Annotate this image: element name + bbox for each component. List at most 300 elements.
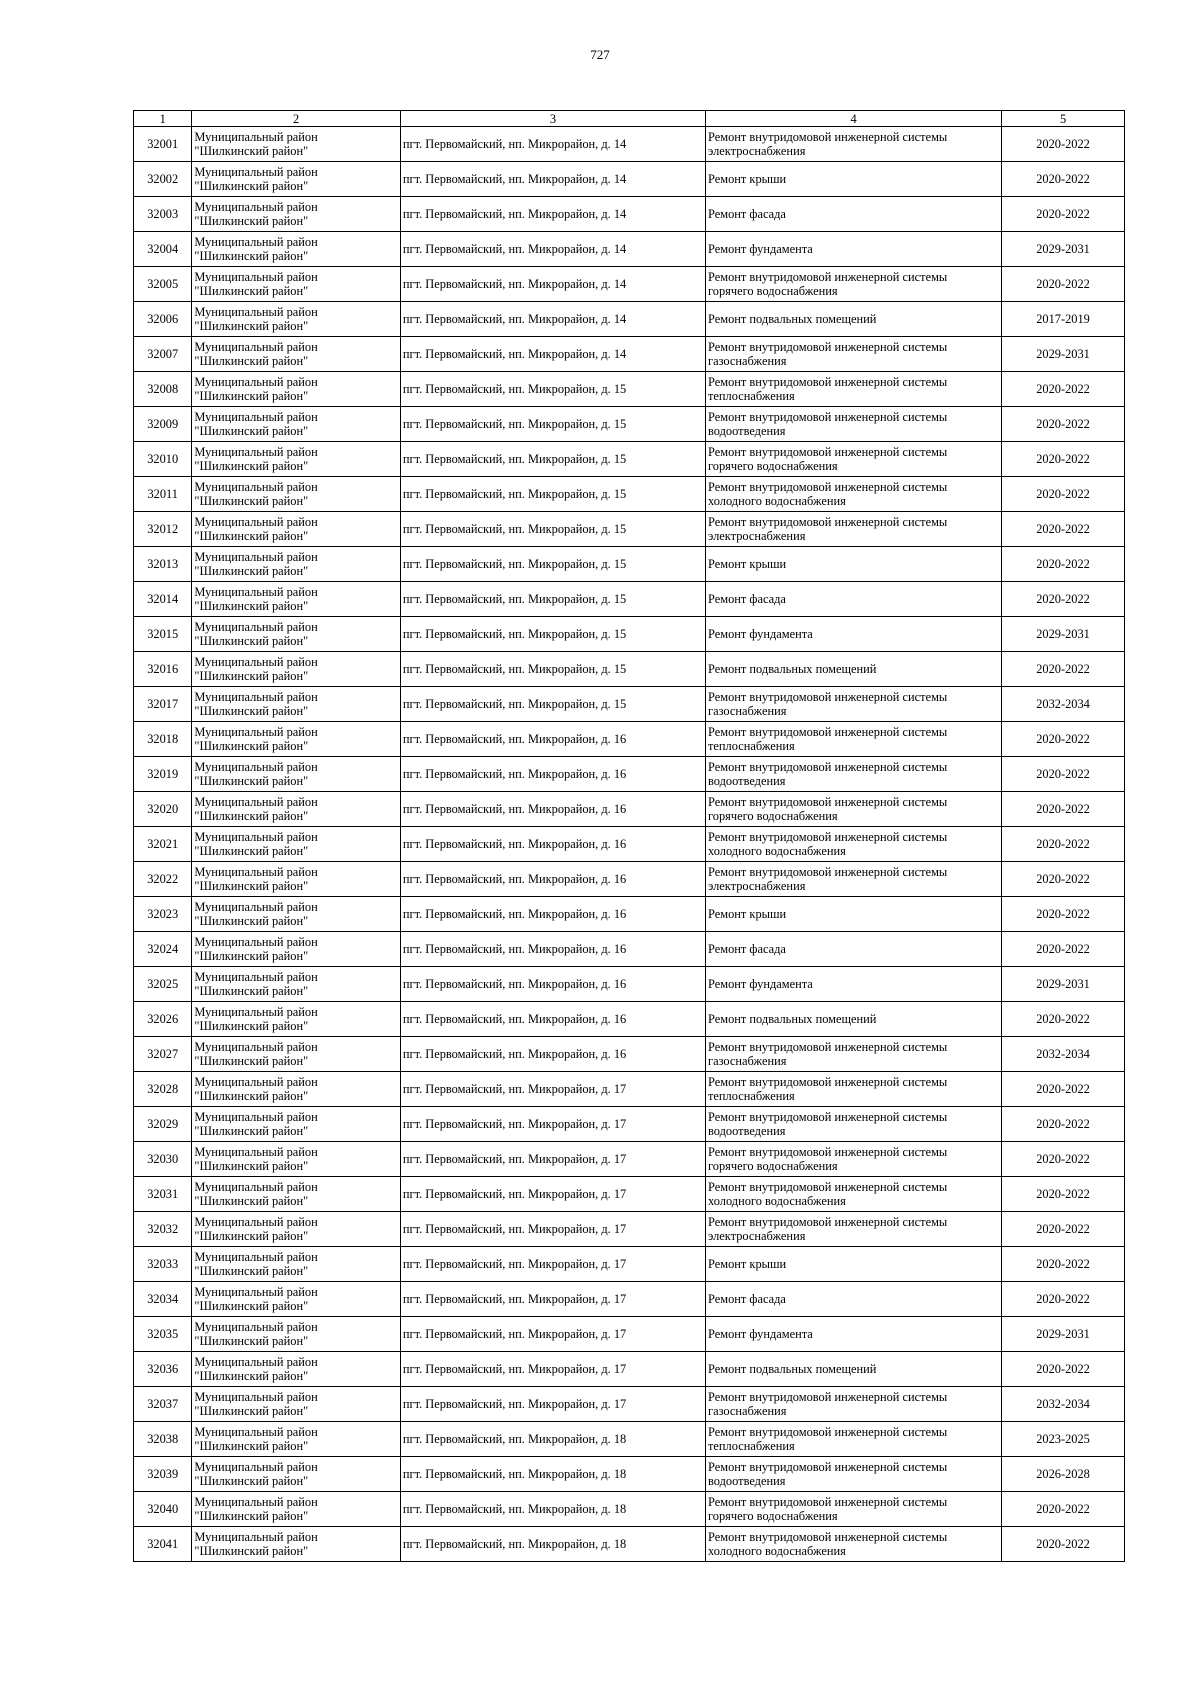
table-row: [134, 407, 1125, 442]
column-header-1: 1: [134, 111, 192, 127]
table-row: [134, 337, 1125, 372]
work-type-cell: [706, 1177, 1002, 1212]
period-cell: 2020-2022: [1002, 827, 1125, 862]
period-cell: 2020-2022: [1002, 722, 1125, 757]
table-row: [134, 197, 1125, 232]
work-type-line-1: Ремонт фундамента: [708, 976, 813, 991]
municipality-line-2: "Шилкинский район": [194, 949, 309, 963]
address-cell: пгт. Первомайский, нп. Микрорайон, д. 15: [400, 407, 705, 442]
municipality-line-1: Муниципальный район: [194, 829, 318, 844]
table-row: [134, 1527, 1125, 1562]
period-cell: 2020-2022: [1002, 477, 1125, 512]
table-row: [134, 932, 1125, 967]
municipality-line-1: Муниципальный район: [194, 199, 318, 214]
row-number: 32033: [134, 1247, 192, 1282]
row-number: 32004: [134, 232, 192, 267]
municipality-line-2: "Шилкинский район": [194, 1019, 309, 1033]
work-type-line-2: горячего водоснабжения: [708, 1159, 838, 1173]
municipality-line-2: "Шилкинский район": [194, 1299, 309, 1313]
period-cell: 2020-2022: [1002, 1282, 1125, 1317]
municipality-line-2: "Шилкинский район": [194, 774, 309, 788]
address-cell: пгт. Первомайский, нп. Микрорайон, д. 15: [400, 547, 705, 582]
municipality-line-2: "Шилкинский район": [194, 984, 309, 998]
work-type-line-1: Ремонт крыши: [708, 906, 787, 921]
municipality-line-1: Муниципальный район: [194, 1424, 318, 1439]
work-type-cell: [706, 1457, 1002, 1492]
municipality-line-2: "Шилкинский район": [194, 1544, 309, 1558]
work-type-cell: [706, 197, 1002, 232]
work-type-line-2: теплоснабжения: [708, 1089, 795, 1103]
work-type-line-2: газоснабжения: [708, 704, 787, 718]
row-number: 32011: [134, 477, 192, 512]
work-type-line-2: холодного водоснабжения: [708, 1544, 846, 1558]
municipality-line-2: "Шилкинский район": [194, 1124, 309, 1138]
address-cell: пгт. Первомайский, нп. Микрорайон, д. 17: [400, 1212, 705, 1247]
table-row: [134, 1247, 1125, 1282]
work-type-cell: [706, 1142, 1002, 1177]
work-type-line-1: Ремонт внутридомовой инженерной системы: [708, 864, 948, 879]
work-type-line-1: Ремонт внутридомовой инженерной системы: [708, 444, 948, 459]
work-type-line-1: Ремонт крыши: [708, 1256, 787, 1271]
period-cell: 2020-2022: [1002, 652, 1125, 687]
work-type-line-2: электроснабжения: [708, 1229, 806, 1243]
table-row: [134, 547, 1125, 582]
municipality-line-1: Муниципальный район: [194, 1284, 318, 1299]
period-cell: 2020-2022: [1002, 1107, 1125, 1142]
work-type-cell: [706, 1527, 1002, 1562]
work-type-cell: [706, 757, 1002, 792]
row-number: 32010: [134, 442, 192, 477]
address-cell: пгт. Первомайский, нп. Микрорайон, д. 15: [400, 372, 705, 407]
municipality-line-1: Муниципальный район: [194, 1389, 318, 1404]
table-row: [134, 617, 1125, 652]
municipality-line-2: "Шилкинский район": [194, 1474, 309, 1488]
municipality-cell: [192, 897, 400, 932]
address-cell: пгт. Первомайский, нп. Микрорайон, д. 14: [400, 267, 705, 302]
work-type-line-2: газоснабжения: [708, 354, 787, 368]
period-cell: 2023-2025: [1002, 1422, 1125, 1457]
work-type-line-1: Ремонт внутридомовой инженерной системы: [708, 724, 948, 739]
address-cell: пгт. Первомайский, нп. Микрорайон, д. 17: [400, 1387, 705, 1422]
work-type-line-2: водоотведения: [708, 774, 786, 788]
row-number: 32016: [134, 652, 192, 687]
work-type-cell: [706, 442, 1002, 477]
municipality-line-1: Муниципальный район: [194, 899, 318, 914]
municipality-line-2: "Шилкинский район": [194, 634, 309, 648]
address-cell: пгт. Первомайский, нп. Микрорайон, д. 16: [400, 827, 705, 862]
work-type-line-1: Ремонт внутридомовой инженерной системы: [708, 129, 948, 144]
municipality-cell: [192, 652, 400, 687]
address-cell: пгт. Первомайский, нп. Микрорайон, д. 16: [400, 757, 705, 792]
address-cell: пгт. Первомайский, нп. Микрорайон, д. 16: [400, 792, 705, 827]
table-row: [134, 1107, 1125, 1142]
municipality-cell: [192, 302, 400, 337]
address-cell: пгт. Первомайский, нп. Микрорайон, д. 15: [400, 442, 705, 477]
municipality-line-2: "Шилкинский район": [194, 1509, 309, 1523]
municipality-cell: [192, 1422, 400, 1457]
municipality-cell: [192, 512, 400, 547]
work-type-cell: [706, 1282, 1002, 1317]
period-cell: 2020-2022: [1002, 1072, 1125, 1107]
work-type-line-2: газоснабжения: [708, 1404, 787, 1418]
work-type-line-2: холодного водоснабжения: [708, 494, 846, 508]
work-type-line-1: Ремонт внутридомовой инженерной системы: [708, 1214, 948, 1229]
work-type-line-1: Ремонт внутридомовой инженерной системы: [708, 1459, 948, 1474]
period-cell: 2020-2022: [1002, 1492, 1125, 1527]
municipality-line-2: "Шилкинский район": [194, 1264, 309, 1278]
municipality-cell: [192, 1177, 400, 1212]
table-row: [134, 792, 1125, 827]
municipality-line-2: "Шилкинский район": [194, 879, 309, 893]
table-row: [134, 897, 1125, 932]
municipality-line-2: "Шилкинский район": [194, 319, 309, 333]
address-cell: пгт. Первомайский, нп. Микрорайон, д. 18: [400, 1422, 705, 1457]
municipality-line-1: Муниципальный район: [194, 654, 318, 669]
municipality-line-1: Муниципальный район: [194, 514, 318, 529]
period-cell: 2020-2022: [1002, 372, 1125, 407]
row-number: 32006: [134, 302, 192, 337]
work-type-cell: [706, 372, 1002, 407]
work-type-line-1: Ремонт внутридомовой инженерной системы: [708, 1039, 948, 1054]
work-type-line-1: Ремонт внутридомовой инженерной системы: [708, 514, 948, 529]
work-type-line-1: Ремонт внутридомовой инженерной системы: [708, 1144, 948, 1159]
table-row: [134, 267, 1125, 302]
municipality-line-2: "Шилкинский район": [194, 354, 309, 368]
address-cell: пгт. Первомайский, нп. Микрорайон, д. 17: [400, 1177, 705, 1212]
municipality-line-1: Муниципальный район: [194, 619, 318, 634]
table-row: [134, 967, 1125, 1002]
table-row: [134, 862, 1125, 897]
table-row: [134, 1072, 1125, 1107]
municipality-line-1: Муниципальный район: [194, 269, 318, 284]
table-row: [134, 232, 1125, 267]
municipality-cell: [192, 547, 400, 582]
period-cell: 2020-2022: [1002, 757, 1125, 792]
row-number: 32022: [134, 862, 192, 897]
period-cell: 2017-2019: [1002, 302, 1125, 337]
table-row: [134, 1387, 1125, 1422]
municipality-line-1: Муниципальный район: [194, 794, 318, 809]
table-row: [134, 1037, 1125, 1072]
period-cell: 2020-2022: [1002, 897, 1125, 932]
table-row: [134, 1282, 1125, 1317]
work-type-cell: [706, 862, 1002, 897]
municipality-line-2: "Шилкинский район": [194, 669, 309, 683]
work-type-cell: [706, 1212, 1002, 1247]
municipality-cell: [192, 477, 400, 512]
municipality-line-1: Муниципальный район: [194, 1144, 318, 1159]
row-number: 32001: [134, 127, 192, 162]
work-type-line-1: Ремонт внутридомовой инженерной системы: [708, 1179, 948, 1194]
municipality-line-1: Муниципальный район: [194, 374, 318, 389]
work-type-line-1: Ремонт внутридомовой инженерной системы: [708, 1424, 948, 1439]
row-number: 32014: [134, 582, 192, 617]
work-type-line-1: Ремонт внутридомовой инженерной системы: [708, 374, 948, 389]
work-type-cell: [706, 1492, 1002, 1527]
municipality-cell: [192, 1037, 400, 1072]
municipality-cell: [192, 1527, 400, 1562]
address-cell: пгт. Первомайский, нп. Микрорайон, д. 17: [400, 1352, 705, 1387]
table-row: [134, 1457, 1125, 1492]
municipality-line-2: "Шилкинский район": [194, 529, 309, 543]
municipality-line-1: Муниципальный район: [194, 969, 318, 984]
period-cell: 2020-2022: [1002, 512, 1125, 547]
address-cell: пгт. Первомайский, нп. Микрорайон, д. 14: [400, 197, 705, 232]
table-row: [134, 582, 1125, 617]
municipality-line-1: Муниципальный район: [194, 934, 318, 949]
table-row: [134, 302, 1125, 337]
work-type-line-1: Ремонт подвальных помещений: [708, 661, 877, 676]
municipality-line-1: Муниципальный район: [194, 1074, 318, 1089]
municipality-cell: [192, 722, 400, 757]
work-type-line-2: электроснабжения: [708, 879, 806, 893]
address-cell: пгт. Первомайский, нп. Микрорайон, д. 16: [400, 1002, 705, 1037]
municipality-line-2: "Шилкинский район": [194, 1159, 309, 1173]
column-header-2: 2: [192, 111, 400, 127]
address-cell: пгт. Первомайский, нп. Микрорайон, д. 15: [400, 477, 705, 512]
work-type-line-1: Ремонт крыши: [708, 556, 787, 571]
municipality-cell: [192, 582, 400, 617]
work-type-line-1: Ремонт внутридомовой инженерной системы: [708, 479, 948, 494]
table-row: [134, 827, 1125, 862]
period-cell: 2020-2022: [1002, 127, 1125, 162]
row-number: 32005: [134, 267, 192, 302]
period-cell: 2020-2022: [1002, 1527, 1125, 1562]
row-number: 32027: [134, 1037, 192, 1072]
municipality-line-1: Муниципальный район: [194, 164, 318, 179]
row-number: 32040: [134, 1492, 192, 1527]
table-row: [134, 687, 1125, 722]
period-cell: 2020-2022: [1002, 1352, 1125, 1387]
municipality-line-1: Муниципальный район: [194, 339, 318, 354]
work-type-cell: [706, 652, 1002, 687]
municipality-cell: [192, 1317, 400, 1352]
municipality-line-1: Муниципальный район: [194, 864, 318, 879]
row-number: 32036: [134, 1352, 192, 1387]
work-type-line-1: Ремонт фундамента: [708, 626, 813, 641]
table-row: [134, 477, 1125, 512]
municipality-cell: [192, 1492, 400, 1527]
work-type-line-2: теплоснабжения: [708, 389, 795, 403]
address-cell: пгт. Первомайский, нп. Микрорайон, д. 17: [400, 1107, 705, 1142]
municipality-cell: [192, 967, 400, 1002]
address-cell: пгт. Первомайский, нп. Микрорайон, д. 16: [400, 1037, 705, 1072]
address-cell: пгт. Первомайский, нп. Микрорайон, д. 17: [400, 1282, 705, 1317]
period-cell: 2020-2022: [1002, 197, 1125, 232]
row-number: 32018: [134, 722, 192, 757]
work-type-line-1: Ремонт внутридомовой инженерной системы: [708, 1074, 948, 1089]
address-cell: пгт. Первомайский, нп. Микрорайон, д. 18: [400, 1492, 705, 1527]
work-type-line-2: электроснабжения: [708, 529, 806, 543]
work-type-line-1: Ремонт подвальных помещений: [708, 1361, 877, 1376]
period-cell: 2029-2031: [1002, 967, 1125, 1002]
period-cell: 2020-2022: [1002, 267, 1125, 302]
municipality-cell: [192, 617, 400, 652]
work-type-line-1: Ремонт внутридомовой инженерной системы: [708, 409, 948, 424]
column-header-5: 5: [1002, 111, 1125, 127]
period-cell: 2029-2031: [1002, 617, 1125, 652]
work-type-cell: [706, 722, 1002, 757]
work-type-cell: [706, 337, 1002, 372]
municipality-cell: [192, 127, 400, 162]
address-cell: пгт. Первомайский, нп. Микрорайон, д. 17: [400, 1142, 705, 1177]
table-row: [134, 512, 1125, 547]
municipality-line-1: Муниципальный район: [194, 689, 318, 704]
table-row: [134, 1212, 1125, 1247]
municipality-line-2: "Шилкинский район": [194, 809, 309, 823]
municipality-line-1: Муниципальный район: [194, 234, 318, 249]
work-type-cell: [706, 232, 1002, 267]
column-number-header-row: [134, 111, 1125, 127]
page-number: 727: [590, 47, 610, 62]
table-row: [134, 1422, 1125, 1457]
address-cell: пгт. Первомайский, нп. Микрорайон, д. 14: [400, 302, 705, 337]
row-number: 32003: [134, 197, 192, 232]
work-type-cell: [706, 547, 1002, 582]
column-header-4: 4: [706, 111, 1002, 127]
work-type-cell: [706, 162, 1002, 197]
work-type-cell: [706, 302, 1002, 337]
table-row: [134, 1177, 1125, 1212]
municipality-line-1: Муниципальный район: [194, 1459, 318, 1474]
row-number: 32013: [134, 547, 192, 582]
work-type-line-1: Ремонт фасада: [708, 1291, 786, 1306]
municipality-cell: [192, 372, 400, 407]
municipality-line-1: Муниципальный район: [194, 1214, 318, 1229]
work-type-cell: [706, 407, 1002, 442]
address-cell: пгт. Первомайский, нп. Микрорайон, д. 18: [400, 1527, 705, 1562]
work-type-cell: [706, 267, 1002, 302]
period-cell: 2020-2022: [1002, 1142, 1125, 1177]
work-type-line-1: Ремонт внутридомовой инженерной системы: [708, 1109, 948, 1124]
address-cell: пгт. Первомайский, нп. Микрорайон, д. 14: [400, 337, 705, 372]
work-type-line-1: Ремонт внутридомовой инженерной системы: [708, 339, 948, 354]
work-type-cell: [706, 582, 1002, 617]
work-type-line-2: теплоснабжения: [708, 739, 795, 753]
municipality-cell: [192, 1002, 400, 1037]
row-number: 32039: [134, 1457, 192, 1492]
work-type-line-2: холодного водоснабжения: [708, 844, 846, 858]
address-cell: пгт. Первомайский, нп. Микрорайон, д. 15: [400, 582, 705, 617]
address-cell: пгт. Первомайский, нп. Микрорайон, д. 15: [400, 512, 705, 547]
row-number: 32008: [134, 372, 192, 407]
period-cell: 2029-2031: [1002, 1317, 1125, 1352]
work-type-cell: [706, 1247, 1002, 1282]
table-row: [134, 1142, 1125, 1177]
work-type-line-1: Ремонт внутридомовой инженерной системы: [708, 689, 948, 704]
work-type-line-1: Ремонт внутридомовой инженерной системы: [708, 829, 948, 844]
municipality-cell: [192, 1282, 400, 1317]
work-type-line-1: Ремонт фундамента: [708, 1326, 813, 1341]
municipality-line-1: Муниципальный район: [194, 1529, 318, 1544]
municipality-line-2: "Шилкинский район": [194, 494, 309, 508]
municipality-line-2: "Шилкинский район": [194, 459, 309, 473]
work-type-line-1: Ремонт фасада: [708, 941, 786, 956]
municipality-line-2: "Шилкинский район": [194, 1439, 309, 1453]
row-number: 32035: [134, 1317, 192, 1352]
municipality-cell: [192, 1247, 400, 1282]
address-cell: пгт. Первомайский, нп. Микрорайон, д. 16: [400, 722, 705, 757]
work-type-line-2: горячего водоснабжения: [708, 809, 838, 823]
municipality-cell: [192, 232, 400, 267]
row-number: 32017: [134, 687, 192, 722]
repair-schedule-table: [133, 110, 1125, 1562]
table-row: [134, 127, 1125, 162]
work-type-cell: [706, 1352, 1002, 1387]
work-type-cell: [706, 1037, 1002, 1072]
address-cell: пгт. Первомайский, нп. Микрорайон, д. 17: [400, 1317, 705, 1352]
municipality-line-1: Муниципальный район: [194, 129, 318, 144]
table-row: [134, 1492, 1125, 1527]
period-cell: 2020-2022: [1002, 162, 1125, 197]
municipality-line-1: Муниципальный район: [194, 304, 318, 319]
row-number: 32031: [134, 1177, 192, 1212]
municipality-cell: [192, 442, 400, 477]
table-row: [134, 757, 1125, 792]
work-type-line-1: Ремонт внутридомовой инженерной системы: [708, 1529, 948, 1544]
address-cell: пгт. Первомайский, нп. Микрорайон, д. 16: [400, 932, 705, 967]
work-type-cell: [706, 792, 1002, 827]
address-cell: пгт. Первомайский, нп. Микрорайон, д. 17: [400, 1247, 705, 1282]
row-number: 32021: [134, 827, 192, 862]
address-cell: пгт. Первомайский, нп. Микрорайон, д. 18: [400, 1457, 705, 1492]
address-cell: пгт. Первомайский, нп. Микрорайон, д. 17: [400, 1072, 705, 1107]
municipality-cell: [192, 1387, 400, 1422]
municipality-line-2: "Шилкинский район": [194, 1054, 309, 1068]
address-cell: пгт. Первомайский, нп. Микрорайон, д. 16: [400, 862, 705, 897]
municipality-line-2: "Шилкинский район": [194, 1089, 309, 1103]
row-number: 32024: [134, 932, 192, 967]
work-type-line-2: газоснабжения: [708, 1054, 787, 1068]
address-cell: пгт. Первомайский, нп. Микрорайон, д. 16: [400, 967, 705, 1002]
address-cell: пгт. Первомайский, нп. Микрорайон, д. 14: [400, 232, 705, 267]
table-row: [134, 1352, 1125, 1387]
municipality-line-1: Муниципальный район: [194, 1004, 318, 1019]
municipality-cell: [192, 1072, 400, 1107]
work-type-cell: [706, 967, 1002, 1002]
work-type-line-2: водоотведения: [708, 424, 786, 438]
period-cell: 2029-2031: [1002, 337, 1125, 372]
period-cell: 2020-2022: [1002, 442, 1125, 477]
work-type-line-2: горячего водоснабжения: [708, 284, 838, 298]
table-body: [134, 127, 1125, 1562]
work-type-cell: [706, 1317, 1002, 1352]
municipality-line-2: "Шилкинский район": [194, 249, 309, 263]
work-type-line-1: Ремонт внутридомовой инженерной системы: [708, 794, 948, 809]
row-number: 32015: [134, 617, 192, 652]
period-cell: 2032-2034: [1002, 1037, 1125, 1072]
row-number: 32002: [134, 162, 192, 197]
municipality-line-1: Муниципальный район: [194, 1354, 318, 1369]
work-type-cell: [706, 1002, 1002, 1037]
period-cell: 2020-2022: [1002, 1247, 1125, 1282]
work-type-cell: [706, 1107, 1002, 1142]
work-type-line-2: горячего водоснабжения: [708, 459, 838, 473]
municipality-line-1: Муниципальный район: [194, 1249, 318, 1264]
address-cell: пгт. Первомайский, нп. Микрорайон, д. 16: [400, 897, 705, 932]
municipality-cell: [192, 827, 400, 862]
municipality-line-2: "Шилкинский район": [194, 844, 309, 858]
municipality-cell: [192, 407, 400, 442]
work-type-cell: [706, 827, 1002, 862]
table-row: [134, 372, 1125, 407]
municipality-line-1: Муниципальный район: [194, 1494, 318, 1509]
work-type-line-2: холодного водоснабжения: [708, 1194, 846, 1208]
municipality-line-1: Муниципальный район: [194, 479, 318, 494]
work-type-line-2: горячего водоснабжения: [708, 1509, 838, 1523]
address-cell: пгт. Первомайский, нп. Микрорайон, д. 15: [400, 652, 705, 687]
municipality-line-1: Муниципальный район: [194, 1039, 318, 1054]
